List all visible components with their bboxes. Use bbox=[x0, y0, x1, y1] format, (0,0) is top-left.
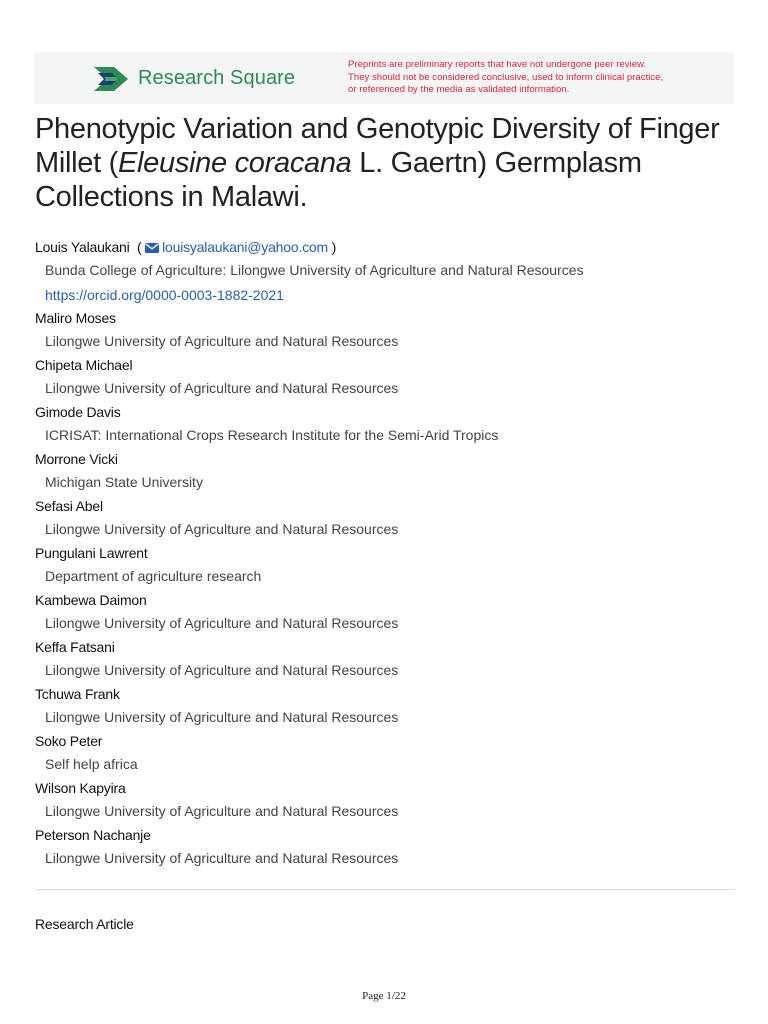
author-name-text: Louis Yalaukani bbox=[35, 239, 130, 255]
author-affiliation: Michigan State University bbox=[45, 474, 203, 490]
disclaimer-line: or referenced by the media as validated information. bbox=[348, 84, 570, 96]
author-entry bbox=[35, 683, 735, 730]
coauthor-rows bbox=[35, 307, 735, 871]
brand-name[interactable]: Research Square bbox=[138, 67, 296, 89]
author-entry bbox=[35, 401, 735, 448]
title-text-end: L. Gaertn) Germplasm Collections in Malawi. bbox=[35, 147, 642, 213]
orcid-link[interactable]: https://orcid.org/0000-0003-1882-2021 bbox=[45, 287, 284, 303]
section-divider bbox=[35, 889, 735, 890]
title-text: Phenotypic Variation and Genotypic Diversity of Finger Millet ( bbox=[35, 113, 720, 179]
author-affiliation: Self help africa bbox=[45, 756, 138, 772]
disclaimer-line: Preprints are preliminary reports that have not undergone peer review. bbox=[348, 59, 647, 70]
author-affiliation: Department of agriculture research bbox=[45, 568, 262, 584]
author-name: Peterson Nachanje bbox=[35, 827, 151, 843]
author-name: Tchuwa Frank bbox=[35, 686, 120, 702]
author-affiliation: Lilongwe University of Agriculture and Natural Resources bbox=[45, 615, 399, 631]
author-entry bbox=[35, 730, 735, 777]
author-name: Maliro Moses bbox=[35, 310, 116, 326]
author-entry bbox=[35, 777, 735, 824]
author-name: Gimode Davis bbox=[35, 404, 121, 420]
author-name: Wilson Kapyira bbox=[35, 780, 126, 796]
title-species-italic: Eleusine coracana bbox=[118, 147, 352, 179]
email-text: louisyalaukani@yahoo.com bbox=[162, 239, 328, 255]
author-email-link[interactable] bbox=[145, 239, 332, 255]
author-list bbox=[35, 236, 735, 871]
email-open-paren: ( bbox=[136, 239, 142, 255]
author-entry bbox=[35, 448, 735, 495]
author-name: Kambewa Daimon bbox=[35, 592, 147, 608]
author-affiliation: Lilongwe University of Agriculture and Natural Resources bbox=[45, 709, 399, 725]
author-name: Pungulani Lawrent bbox=[35, 545, 148, 561]
author-affiliation: Lilongwe University of Agriculture and Natural Resources bbox=[45, 803, 399, 819]
preprint-banner bbox=[34, 52, 734, 104]
research-square-logo-icon bbox=[94, 65, 128, 93]
author-affiliation: Bunda College of Agriculture: Lilongwe University of Agriculture and Natural Resources bbox=[45, 262, 584, 278]
author-affiliation: ICRISAT: International Crops Research Institute for the Semi-Arid Tropics bbox=[45, 427, 499, 443]
author-name: Sefasi Abel bbox=[35, 498, 103, 514]
author-entry bbox=[35, 824, 735, 871]
email-close-paren: ) bbox=[331, 239, 337, 255]
disclaimer-line: They should not be considered conclusive, used to inform clinical practice, bbox=[348, 71, 664, 83]
author-name: Chipeta Michael bbox=[35, 357, 133, 373]
paper-title bbox=[35, 112, 735, 214]
corresponding-author bbox=[35, 236, 735, 307]
author-entry bbox=[35, 307, 735, 354]
author-affiliation: Lilongwe University of Agriculture and Natural Resources bbox=[45, 662, 399, 678]
author-affiliation: Lilongwe University of Agriculture and Natural Resources bbox=[45, 521, 399, 537]
author-entry bbox=[35, 636, 735, 683]
envelope-icon bbox=[145, 243, 159, 253]
author-name: Soko Peter bbox=[35, 733, 103, 749]
article-type: Research Article bbox=[35, 916, 134, 932]
author-name: Morrone Vicki bbox=[35, 451, 118, 467]
author-entry bbox=[35, 354, 735, 401]
author-name bbox=[35, 236, 735, 258]
author-name: Keffa Fatsani bbox=[35, 639, 115, 655]
author-entry bbox=[35, 495, 735, 542]
author-affiliation: Lilongwe University of Agriculture and Natural Resources bbox=[45, 850, 399, 866]
author-affiliation: Lilongwe University of Agriculture and Natural Resources bbox=[45, 333, 399, 349]
page-number: Page 1/22 bbox=[362, 990, 406, 1002]
preprint-disclaimer bbox=[348, 59, 728, 97]
author-affiliation: Lilongwe University of Agriculture and Natural Resources bbox=[45, 380, 399, 396]
author-entry bbox=[35, 542, 735, 589]
author-entry bbox=[35, 589, 735, 636]
